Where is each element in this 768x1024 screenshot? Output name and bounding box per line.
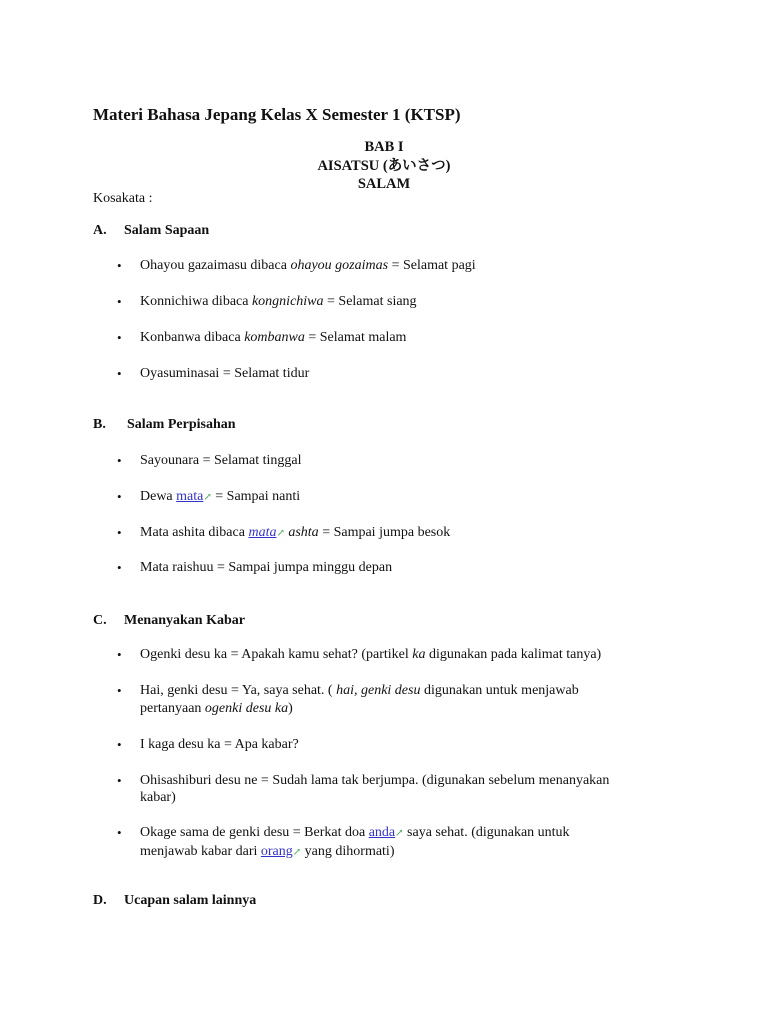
text: = Selamat malam	[304, 330, 407, 345]
bullet-icon: •	[117, 525, 122, 540]
section-heading-b	[93, 416, 236, 434]
text: )	[288, 701, 293, 716]
link-anda[interactable]: anda	[368, 825, 396, 840]
list-item-continuation: kabar)	[140, 790, 176, 805]
chapter-title: AISATSU (あいさつ)	[317, 158, 451, 174]
section-title: Salam Sapaan	[124, 223, 210, 238]
section-letter: C.	[93, 613, 107, 628]
list-item	[140, 488, 300, 507]
section-letter: A.	[93, 223, 107, 238]
text: digunakan pada kalimat tanya)	[425, 647, 602, 662]
section-heading-c	[93, 612, 245, 630]
list-item	[140, 824, 570, 843]
text: Ogenki desu ka = Apakah kamu sehat? (partikel	[140, 647, 413, 662]
bullet-icon: •	[117, 258, 122, 273]
section-title: Ucapan salam lainnya	[124, 893, 257, 908]
bullet-icon: •	[117, 683, 122, 698]
text: = Selamat pagi	[388, 258, 476, 273]
text: = Selamat siang	[323, 294, 417, 309]
list-item	[140, 524, 450, 543]
kosakata-label: Kosakata :	[93, 191, 153, 206]
text: pertanyaan	[140, 701, 205, 716]
bullet-icon: •	[117, 825, 122, 840]
text: Konbanwa dibaca	[140, 330, 245, 345]
text: Okage sama de genki desu = Berkat doa	[140, 825, 369, 840]
text: Dewa	[140, 489, 177, 504]
link-mata[interactable]: mata	[248, 525, 277, 540]
bullet-icon: •	[117, 330, 122, 345]
list-item: Sayounara = Selamat tinggal	[140, 453, 302, 468]
bullet-icon: •	[117, 453, 122, 468]
text: yang dihormati)	[301, 844, 395, 859]
section-title: Salam Perpisahan	[127, 417, 236, 432]
list-item	[140, 329, 406, 347]
list-item: Ohisashiburi desu ne = Sudah lama tak berjumpa. (digunakan sebelum menanyakan	[140, 773, 610, 788]
document-title: Materi Bahasa Jepang Kelas X Semester 1 (KTSP)	[93, 105, 461, 124]
italic-text: ohayou gozaimas	[290, 258, 389, 273]
list-item: I kaga desu ka = Apa kabar?	[140, 737, 299, 752]
section-title: Menanyakan Kabar	[124, 613, 245, 628]
bullet-icon: •	[117, 560, 122, 575]
italic-text: ka	[412, 647, 426, 662]
bullet-icon: •	[117, 773, 122, 788]
bullet-icon: •	[117, 294, 122, 309]
external-link-icon: ↗	[276, 528, 285, 539]
text: Hai, genki desu = Ya, saya sehat. (	[140, 683, 337, 698]
bullet-icon: •	[117, 366, 122, 381]
section-heading-a	[93, 222, 209, 240]
list-item-continuation	[140, 700, 293, 718]
bullet-icon: •	[117, 489, 122, 504]
text: Mata ashita dibaca	[140, 525, 249, 540]
section-letter: D.	[93, 893, 107, 908]
text: = Sampai nanti	[211, 489, 301, 504]
list-item	[140, 293, 417, 311]
list-item-continuation	[140, 843, 394, 862]
list-item	[140, 646, 601, 664]
external-link-icon: ↗	[395, 828, 404, 839]
text: saya sehat. (digunakan untuk	[403, 825, 570, 840]
text: digunakan untuk menjawab	[420, 683, 579, 698]
text: menjawab kabar dari	[140, 844, 261, 859]
bullet-icon: •	[117, 647, 122, 662]
bullet-icon: •	[117, 737, 122, 752]
list-item	[140, 257, 476, 275]
italic-text: kongnichiwa	[251, 294, 324, 309]
chapter-number: BAB I	[364, 139, 404, 155]
text: = Sampai jumpa besok	[318, 525, 451, 540]
italic-text: kombanwa	[244, 330, 305, 345]
list-item: Mata raishuu = Sampai jumpa minggu depan	[140, 560, 393, 575]
list-item	[140, 682, 579, 700]
link-mata[interactable]: mata	[176, 489, 204, 504]
italic-text: hai, genki desu	[336, 683, 421, 698]
text: Ohayou gazaimasu dibaca	[140, 258, 291, 273]
chapter-subtitle: SALAM	[357, 176, 411, 192]
list-item: Oyasuminasai = Selamat tidur	[140, 366, 310, 381]
link-orang[interactable]: orang	[260, 844, 293, 859]
italic-text: ashta	[288, 525, 319, 540]
italic-text: ogenki desu ka	[204, 701, 289, 716]
text: Konnichiwa dibaca	[140, 294, 252, 309]
external-link-icon: ↗	[292, 847, 302, 858]
external-link-icon: ↗	[203, 492, 212, 503]
section-letter: B.	[93, 417, 106, 432]
section-heading-d	[93, 892, 256, 910]
